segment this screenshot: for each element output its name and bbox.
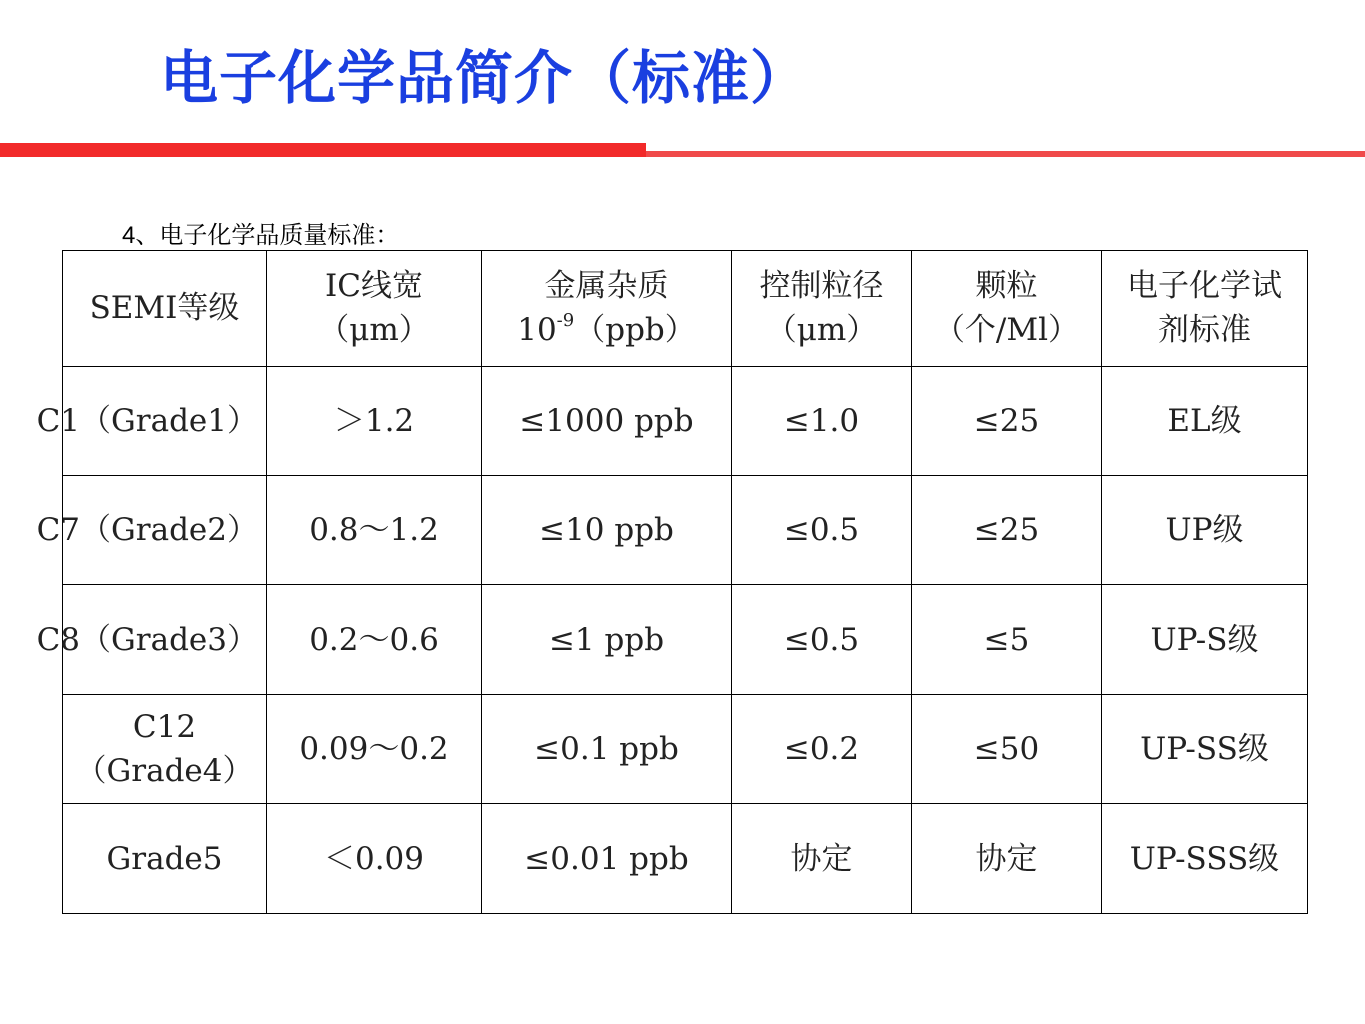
cell-standard: [1102, 366, 1308, 475]
cell-text: ≤0.5: [783, 621, 860, 658]
cell-text: UP级: [1165, 512, 1244, 549]
cell-text: ≤1 ppb: [548, 621, 665, 658]
header-line: 剂标准: [1158, 312, 1251, 349]
cell-text: C8（Grade3）: [36, 621, 258, 658]
cell-metal: [482, 585, 732, 694]
cell-text: ≤1000 ppb: [519, 402, 694, 439]
cell-line-width: [267, 694, 482, 803]
header-line: [482, 308, 731, 352]
table-row: [63, 476, 1308, 585]
cell-text: C12: [132, 709, 197, 746]
header-line: IC线宽: [325, 268, 423, 305]
cell-grade: [63, 694, 267, 803]
cell-standard: [1102, 585, 1308, 694]
cell-standard: [1102, 694, 1308, 803]
cell-text: C1（Grade1）: [36, 402, 258, 439]
table-row: [63, 585, 1308, 694]
cell-standard: [1102, 804, 1308, 914]
title-underline-thin: [646, 151, 1365, 157]
table-row: [63, 804, 1308, 914]
header-particles: [912, 251, 1102, 367]
header-line: 电子化学试: [1127, 268, 1282, 305]
header-line: （μm）: [765, 312, 878, 349]
cell-particle-size: [732, 366, 912, 475]
cell-text: ≤25: [973, 512, 1040, 549]
header-line: 颗粒: [975, 268, 1038, 305]
header-prefix: 10: [517, 312, 557, 349]
cell-particles: [912, 694, 1102, 803]
cell-text: Grade5: [106, 840, 223, 877]
cell-text: ≤0.2: [783, 731, 860, 768]
cell-text: （Grade4）: [75, 753, 254, 790]
cell-text: 协定: [790, 840, 853, 877]
cell-text: UP-SSS级: [1129, 840, 1280, 877]
cell-particle-size: [732, 585, 912, 694]
cell-text: ≤0.5: [783, 512, 860, 549]
cell-text: ≤0.1 ppb: [534, 731, 679, 768]
cell-grade: [36, 585, 267, 694]
cell-line-width: [267, 366, 482, 475]
header-line: SEMI等级: [89, 290, 240, 327]
cell-text: ≤50: [973, 731, 1040, 768]
cell-line-width: [267, 804, 482, 914]
cell-text: UP-SS级: [1140, 731, 1269, 768]
header-semi-grade: [63, 251, 267, 367]
cell-text: ≤10 ppb: [539, 512, 674, 549]
cell-particle-size: [732, 476, 912, 585]
cell-particle-size: [732, 804, 912, 914]
cell-particle-size: [732, 694, 912, 803]
cell-text: ＜0.09: [323, 840, 425, 877]
cell-grade: [63, 804, 267, 914]
header-particle-size: [732, 251, 912, 367]
cell-standard: [1102, 476, 1308, 585]
cell-text: ≤25: [973, 402, 1040, 439]
cell-text: C7（Grade2）: [36, 512, 258, 549]
cell-text: EL级: [1167, 402, 1242, 439]
header-line: （μm）: [318, 312, 430, 349]
section-subtitle: 4、电子化学品质量标准：: [122, 222, 400, 249]
table-row: [63, 366, 1308, 475]
header-reagent-standard: [1102, 251, 1308, 367]
table-header-row: [63, 251, 1308, 367]
cell-particles: [912, 476, 1102, 585]
cell-text: 0.2～0.6: [309, 621, 439, 658]
header-line: 控制粒径: [759, 268, 884, 305]
cell-grade: [36, 476, 267, 585]
cell-text: ＞1.2: [333, 402, 415, 439]
cell-text: UP-S级: [1150, 621, 1259, 658]
cell-text: 0.09～0.2: [299, 731, 449, 768]
cell-particles: [912, 804, 1102, 914]
header-line: （个/Ml）: [933, 312, 1080, 349]
page-title: 电子化学品简介（标准）: [160, 44, 810, 112]
quality-standard-table: [36, 250, 1308, 914]
cell-line-width: [267, 476, 482, 585]
header-exponent: -9: [556, 310, 575, 332]
cell-metal: [482, 476, 732, 585]
title-underline-thick: [0, 143, 646, 157]
header-unit: （ppb）: [574, 312, 696, 349]
table-row: [63, 694, 1308, 803]
cell-text: ≤5: [983, 621, 1030, 658]
cell-metal: [482, 694, 732, 803]
cell-text: ≤1.0: [783, 402, 860, 439]
cell-metal: [482, 366, 732, 475]
header-metal-impurity: [482, 251, 732, 367]
cell-particles: [912, 366, 1102, 475]
cell-particles: [912, 585, 1102, 694]
header-ic-line-width: [267, 251, 482, 367]
header-line: 金属杂质: [544, 268, 669, 305]
cell-text: ≤0.01 ppb: [524, 840, 689, 877]
cell-text: 协定: [975, 840, 1038, 877]
cell-metal: [482, 804, 732, 914]
cell-grade: [36, 366, 267, 475]
cell-line-width: [267, 585, 482, 694]
cell-text: 0.8～1.2: [309, 512, 439, 549]
